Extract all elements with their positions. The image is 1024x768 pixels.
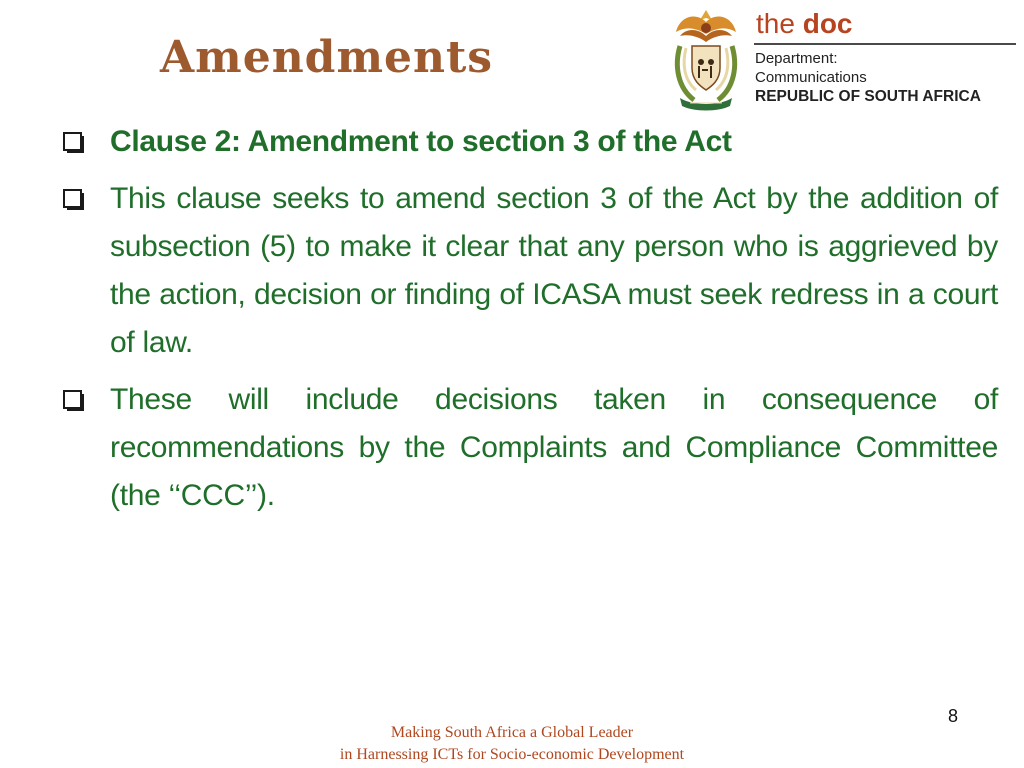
checkbox-bullet-icon <box>62 131 90 155</box>
department-label: Department: <box>755 50 838 67</box>
checkbox-bullet-icon <box>62 389 90 413</box>
bullet-item <box>60 175 998 367</box>
bullet-item <box>60 376 998 520</box>
brand-doc: doc <box>802 8 853 39</box>
department-name: Communications <box>755 69 867 86</box>
bullet-item <box>60 118 998 166</box>
bullet-text: This clause seeks to amend section 3 of the Act by the addition of subsection (5) to make it clear that any person who is aggrieved by the action, decision or finding of ICASA must seek redress in a court of law. <box>110 182 998 359</box>
country-name: REPUBLIC OF SOUTH AFRICA <box>755 88 981 105</box>
brand-the: the <box>756 8 795 39</box>
bullet-text: These will include decisions taken in consequence of recommendations by the Complaints and Compliance Committee (the ‘‘CCC’’). <box>110 383 998 512</box>
page-number: 8 <box>948 706 959 726</box>
footer-tagline <box>262 722 762 766</box>
footer-line-2: in Harnessing ICTs for Socio-economic Development <box>339 746 685 763</box>
checkbox-bullet-icon <box>62 188 90 212</box>
bullet-text: Clause 2: Amendment to section 3 of the Act <box>110 125 732 158</box>
department-logo <box>666 6 1018 112</box>
logo-divider <box>754 43 1016 45</box>
doc-brand-text <box>756 8 853 40</box>
south-africa-coat-of-arms-icon <box>666 6 746 112</box>
footer-line-1: Making South Africa a Global Leader <box>390 724 634 741</box>
bullet-list <box>60 118 998 529</box>
slide-title: Amendments <box>160 32 494 83</box>
